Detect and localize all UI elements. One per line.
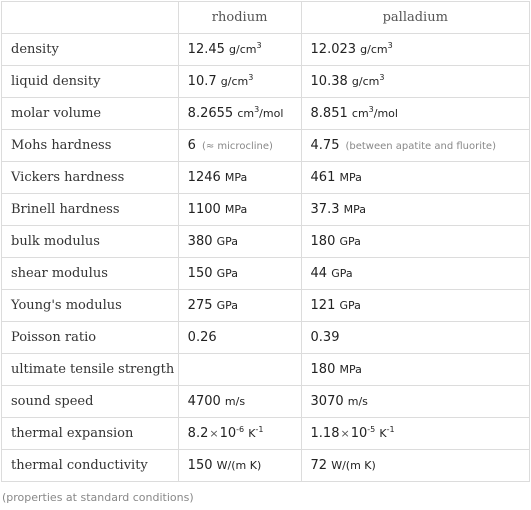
palladium-value	[301, 226, 529, 258]
palladium-value	[301, 34, 529, 66]
unit-exponent: 3	[387, 41, 393, 50]
table-row	[2, 194, 530, 226]
value-exponent: -5	[367, 425, 376, 434]
value-number: 0.39	[310, 330, 340, 345]
table-row	[2, 34, 530, 66]
table-row	[2, 162, 530, 194]
value-number: 44	[310, 266, 328, 281]
value-number: 6	[187, 138, 196, 153]
property-label: thermal conductivity	[2, 450, 179, 482]
header-palladium: palladium	[301, 2, 529, 34]
property-label: Vickers hardness	[2, 162, 179, 194]
palladium-value	[301, 98, 529, 130]
value-number: 150	[187, 266, 213, 281]
property-label: molar volume	[2, 98, 179, 130]
rhodium-value	[178, 98, 301, 130]
header-row	[2, 2, 530, 34]
value-unit: g/cm	[360, 43, 388, 56]
value-unit: MPa	[339, 171, 362, 184]
property-label: shear modulus	[2, 258, 179, 290]
table-row	[2, 66, 530, 98]
property-label: liquid density	[2, 66, 179, 98]
value-unit-suffix: /mol	[373, 107, 398, 120]
palladium-value	[301, 386, 529, 418]
palladium-value	[301, 194, 529, 226]
palladium-value	[301, 322, 529, 354]
value-unit: g/cm	[220, 75, 249, 88]
value-number: 461	[310, 170, 336, 185]
unit-exponent: 3	[254, 105, 260, 114]
value-number: 3070	[310, 394, 344, 409]
value-note: (between apatite and fluorite)	[345, 141, 496, 152]
rhodium-value	[178, 226, 301, 258]
table-row	[2, 386, 530, 418]
value-base: 10	[350, 426, 368, 441]
palladium-value	[301, 418, 529, 450]
rhodium-value	[178, 290, 301, 322]
rhodium-value	[178, 130, 301, 162]
unit-exponent: 3	[256, 41, 262, 50]
unit-exponent: 3	[248, 73, 254, 82]
table-row	[2, 226, 530, 258]
times-sign: ×	[209, 427, 219, 440]
table-row	[2, 98, 530, 130]
value-number: 0.26	[187, 330, 217, 345]
value-unit: g/cm	[351, 75, 380, 88]
value-number: 10.38	[310, 74, 348, 89]
value-unit: m/s	[224, 395, 246, 408]
value-unit: W/(m K)	[216, 459, 262, 472]
rhodium-value	[178, 386, 301, 418]
value-exponent: -6	[236, 425, 245, 434]
value-number: 12.023	[310, 42, 357, 57]
rhodium-value	[178, 418, 301, 450]
value-note: (≈ microcline)	[201, 141, 273, 152]
value-unit: MPa	[343, 203, 366, 216]
property-label: thermal expansion	[2, 418, 179, 450]
rhodium-value	[178, 258, 301, 290]
table-row	[2, 354, 530, 386]
table-row	[2, 290, 530, 322]
properties-table	[1, 1, 530, 482]
table-row	[2, 130, 530, 162]
palladium-value	[301, 162, 529, 194]
rhodium-value	[178, 162, 301, 194]
property-label: density	[2, 34, 179, 66]
value-number: 10.7	[187, 74, 217, 89]
value-mantissa: 8.2	[187, 426, 209, 441]
table-row	[2, 258, 530, 290]
value-unit: K	[379, 427, 387, 440]
value-unit: GPa	[216, 235, 239, 248]
value-unit: MPa	[224, 171, 248, 184]
table-row	[2, 450, 530, 482]
value-unit: MPa	[339, 363, 362, 376]
table-row	[2, 322, 530, 354]
value-number: 150	[187, 458, 213, 473]
value-unit: GPa	[339, 299, 361, 312]
value-unit: W/(m K)	[331, 459, 376, 472]
footer-note: (properties at standard conditions)	[2, 491, 194, 504]
property-label: sound speed	[2, 386, 179, 418]
rhodium-value	[178, 194, 301, 226]
palladium-value	[301, 258, 529, 290]
palladium-value	[301, 290, 529, 322]
rhodium-value	[178, 66, 301, 98]
value-number: 1246	[187, 170, 221, 185]
rhodium-value	[178, 322, 301, 354]
value-unit: m/s	[347, 395, 368, 408]
value-unit: GPa	[216, 267, 239, 280]
property-label: Brinell hardness	[2, 194, 179, 226]
value-base: 10	[219, 426, 237, 441]
palladium-value	[301, 354, 529, 386]
value-number: 380	[187, 234, 213, 249]
table-row	[2, 418, 530, 450]
rhodium-value	[178, 34, 301, 66]
value-number: 180	[310, 234, 336, 249]
value-unit: GPa	[339, 235, 361, 248]
unit-exponent: 3	[368, 105, 374, 114]
value-mantissa: 1.18	[310, 426, 340, 441]
times-sign: ×	[340, 427, 350, 440]
value-number: 8.2655	[187, 106, 234, 121]
property-label: Young's modulus	[2, 290, 179, 322]
value-unit: cm	[237, 107, 255, 120]
value-number: 37.3	[310, 202, 340, 217]
rhodium-value	[178, 450, 301, 482]
unit-exponent: -1	[255, 425, 264, 434]
value-number: 1100	[187, 202, 221, 217]
unit-exponent: 3	[379, 73, 385, 82]
value-unit: cm	[351, 107, 369, 120]
header-rhodium: rhodium	[178, 2, 301, 34]
palladium-value	[301, 450, 529, 482]
value-number: 275	[187, 298, 213, 313]
value-unit: K	[248, 427, 256, 440]
property-label: ultimate tensile strength	[2, 354, 179, 386]
value-number: 72	[310, 458, 328, 473]
value-unit: GPa	[216, 299, 239, 312]
value-number: 121	[310, 298, 336, 313]
value-unit: MPa	[224, 203, 248, 216]
property-label: Poisson ratio	[2, 322, 179, 354]
value-unit: GPa	[331, 267, 353, 280]
value-number: 4700	[187, 394, 221, 409]
palladium-value	[301, 130, 529, 162]
value-unit: g/cm	[229, 43, 257, 56]
property-label: Mohs hardness	[2, 130, 179, 162]
header-empty	[2, 2, 179, 34]
property-label: bulk modulus	[2, 226, 179, 258]
value-number: 12.45	[187, 42, 225, 57]
value-number: 4.75	[310, 138, 340, 153]
value-unit-suffix: /mol	[259, 107, 284, 120]
value-number: 8.851	[310, 106, 348, 121]
value-number: 180	[310, 362, 336, 377]
rhodium-value	[178, 354, 301, 386]
unit-exponent: -1	[386, 425, 395, 434]
palladium-value	[301, 66, 529, 98]
